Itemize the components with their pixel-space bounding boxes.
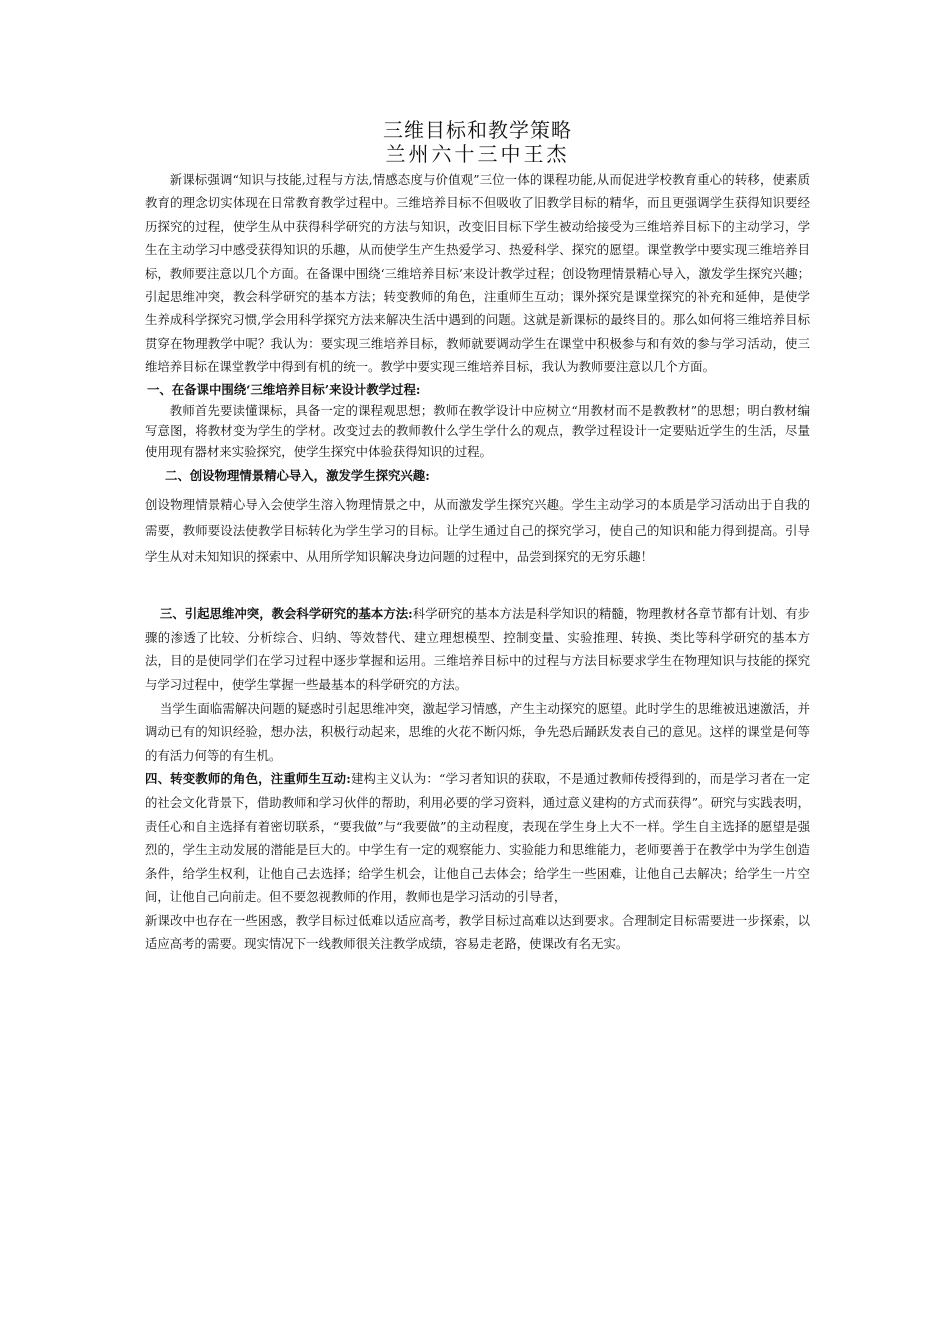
section-4-paragraph [145,767,810,909]
section-4-body: 建构主义认为：“学习者知识的获取，不是通过教师传授得到的，而是学习者在一定的社会文化背景下，借助教师和学习伙伴的帮助，利用必要的学习资料，通过意义建构的方式而获得”。研究与实践表明，责任心和自主选择有着密切联系，“要我做”与“我要做”的主动程度，表现在学生身上大不一样。学生自主选择的愿望是强烈的，学生主动发展的潜能是巨大的。中学生有一定的观察能力、实验能力和思维能力，老师要善于在教学中为学生创造条件，给学生权利，让他自己去选择；给学生机会，让他自己去体会；给学生一些困难，让他自己去解决；给学生一片空间，让他自己向前走。但不要忽视教师的作用，教师也是学习活动的引导者， [145,771,810,905]
section-3-heading: 三、引起思维冲突，教会科学研究的基本方法: [159,606,413,622]
document-title: 三维目标和教学策略 [383,118,572,142]
section-2-heading: 二、创设物理情景精心导入，激发学生探究兴趣: [165,468,430,484]
blank-line [145,570,810,602]
closing-paragraph: 新课改中也存在一些困惑，教学目标过低难以适应高考，教学目标过高难以达到要求。合理制定目标需要进一步探索，以适应高考的需要。现实情况下一线教师很关注教学成绩，容易走老路，使课改有名无实。 [145,912,810,952]
section-2-paragraph: 创设物理情景精心导入会使学生溶入物理情景之中，从而激发学生探究兴趣。学生主动学习的本质是学习活动出于自我的需要，教师要设法使教学目标转化为学生学习的目标。让学生通过自己的探究学习，使自己的知识和能力得到提高。引导学生从对未知知识的探索中、从用所学知识解决身边问题的过程中，品尝到探究的无穷乐趣！ [145,497,810,565]
section-1-paragraph: 教师首先要读懂课标，具备一定的课程观思想；教师在教学设计中应树立“用教材而不是教教材”的思想；明白教材编写意图，将教材变为学生的学材。改变过去的教师教什么学生学什么的观点，教学过程设计一定要贴近学生的生活，尽量使用现有器材来实验探究，使学生探究中体验获得知识的过程。 [145,402,810,459]
section-3-paragraph [145,602,810,696]
section-4-heading: 四、转变教师的角色，注重师生互动: [145,771,351,787]
document-author: 兰州六十三中王杰 [385,142,570,166]
document-page [145,118,810,956]
section-1-heading: 一、在备课中围绕‘三维培养目标’来设计教学过程: [147,381,421,397]
section-3-paragraph-2: 当学生面临需解决问题的疑惑时引起思维冲突，激起学习情感，产生主动探究的愿望。此时学生的思维被迅速激活，并调动已有的知识经验，想办法，积极行动起来，思维的火花不断闪烁，争先恐后踊跃发表自己的意见。这样的课堂是何等的有活力何等的有生机。 [145,700,810,763]
intro-paragraph: 新课标强调“知识与技能,过程与方法,情感态度与价值观”三位一体的课程功能,从而促进学校教育重心的转移，使素质教育的理念切实体现在日常教育教学过程中。三维培养目标不但吸收了旧教学目标的精华，而且更强调学生获得知识要经历探究的过程，使学生从中获得科学研究的方法与知识，改变旧目标下学生被动给接受为三维培养目标下的主动学习，学生在主动学习中感受获得知识的乐趣，从而使学生产生热爱学习、热爱科学、探究的愿望。课堂教学中要实现三维培养目标，教师要注意以几个方面。在备课中围绕‘三维培养目标’来设计教学过程；创设物理情景精心导入，激发学生探究兴趣；引起思维冲突，教会科学研究的基本方法；转变教师的角色，注重师生互动；课外探究是课堂探究的补充和延伸，是使学生养成科学探究习惯,学会用科学探究方法来解决生活中遇到的问题。这就是新课标的最终目的。那么如何将三维培养目标贯穿在物理教学中呢？我认为：要实现三维培养目标，教师就要调动学生在课堂中积极参与和有效的参与学习活动，使三维培养目标在课堂教学中得到有机的统一。教学中要实现三维培养目标，我认为教师要注意以几个方面。 [145,172,810,375]
section-3-body: 科学研究的基本方法是科学知识的精髓，物理教材各章节都有计划、有步骤的渗透了比较、分析综合、归纳、等效替代、建立理想模型、控制变量、实验推理、转换、类比等科学研究的基本方法，目的是使同学们在学习过程中逐步掌握和运用。三维培养目标中的过程与方法目标要求学生在物理知识与技能的探究与学习过程中，使学生掌握一些最基本的科学研究的方法。 [145,606,811,692]
